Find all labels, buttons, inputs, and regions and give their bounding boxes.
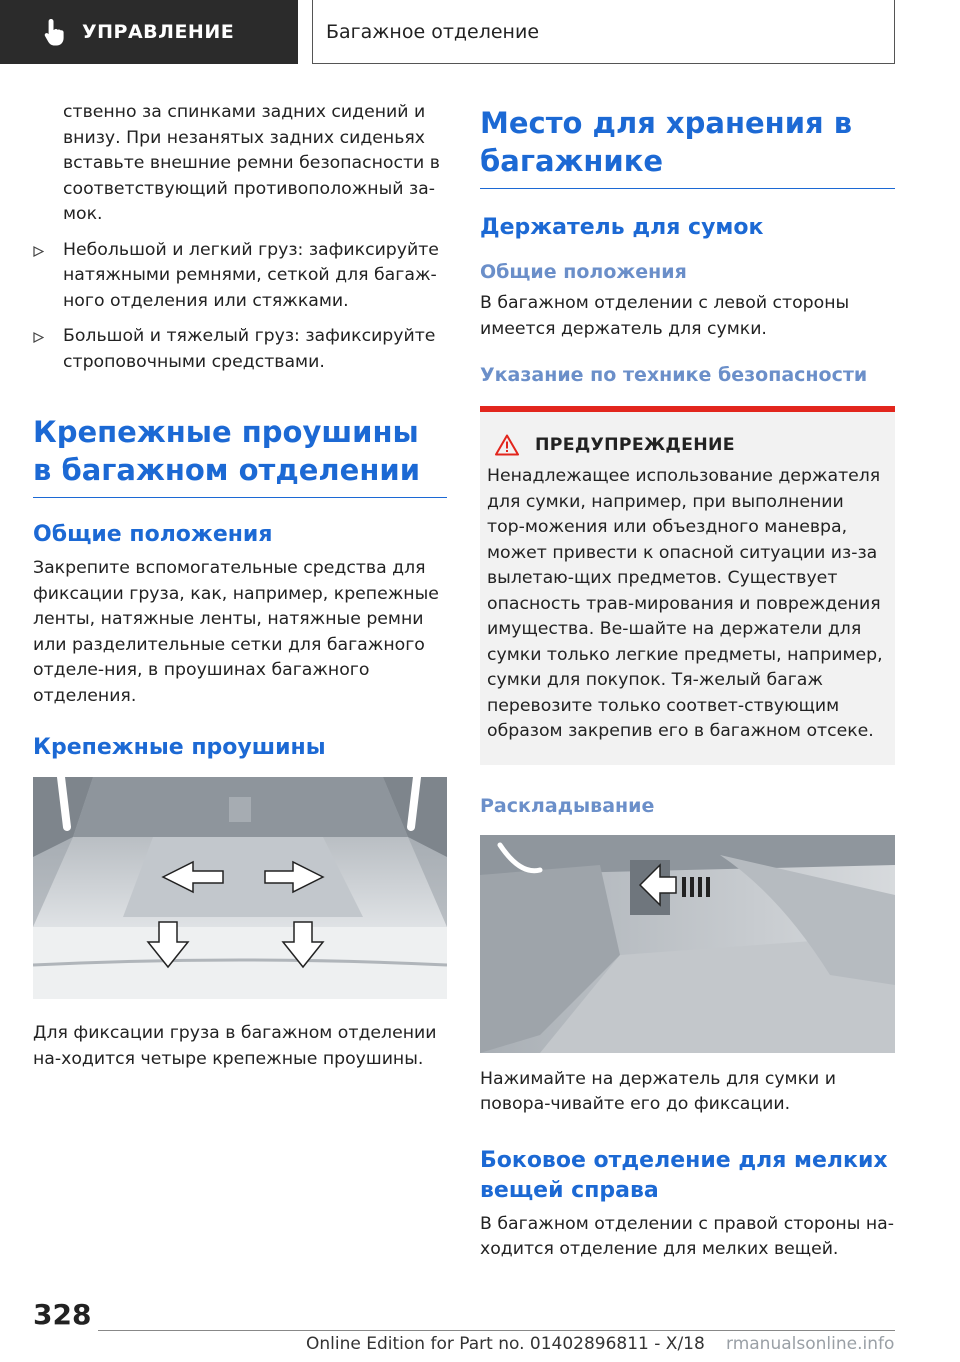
header-section-tab xyxy=(0,0,298,64)
side-compartment-text: В багажном отделении с правой стороны на-ходится отделение для мелких вещей. xyxy=(480,1213,894,1259)
intro-text: ственно за спинками задних сидений и внизу. При незанятых задних сиденьях вставьте внешние ремни безопасности в соответствующий противоположный за-мок. xyxy=(63,102,440,224)
general-text-right: В багажном отделении с левой стороны имеется держатель для сумки. xyxy=(480,293,850,339)
eyelets-text: Для фиксации груза в багажном отделении на-ходится четыре крепежные проушины. xyxy=(33,1023,437,1069)
section-heading-eyelets: Крепежные проушины в багажном отделении xyxy=(33,413,447,498)
left-column xyxy=(33,100,447,1072)
hand-pointer-icon xyxy=(42,17,68,47)
chapter-title-box xyxy=(312,0,895,64)
safety-heading: Указание по технике безопасности xyxy=(480,364,868,386)
edition-text: Online Edition for Part no. 01402896811 - X/18 xyxy=(306,1334,705,1354)
chapter-title: Багажное отделение xyxy=(326,20,540,43)
list-item xyxy=(33,238,447,315)
section-heading-storage: Место для хранения в багажнике xyxy=(480,104,895,189)
page-number: 328 xyxy=(33,1298,92,1331)
general-heading-right: Общие положения xyxy=(480,261,687,283)
warning-box xyxy=(480,406,895,765)
watermark: rmanualsonline.info xyxy=(726,1334,895,1354)
triangle-bullet-icon xyxy=(33,246,44,257)
general-heading: Общие положения xyxy=(33,522,273,547)
bag-holder-illustration xyxy=(480,835,895,1053)
footer-divider xyxy=(98,1330,895,1331)
unfold-heading: Раскладывание xyxy=(480,794,655,817)
bag-holder-heading: Держатель для сумок xyxy=(480,215,764,240)
list-item-text: Небольшой и легкий груз: зафиксируйте натяжными ремнями, сеткой для багаж-ного отделения или стяжками. xyxy=(63,239,439,311)
warning-title: ПРЕДУПРЕЖДЕНИЕ xyxy=(535,435,735,455)
warning-text: Ненадлежащее использование держателя для сумки, например, при выполнении тор-можения или объездного маневра, может привести к опасной ситуации из-за вылетаю-щих предметов. Существует опасность трав-мирования и повреждения имущества. Ве-шайте на держатели для сумки только легкие предметы, например, сумки для покупок. Тя-желый багаж перевозите только соответ-ствующим образом закрепив его в багажном отсеке. xyxy=(487,466,883,741)
right-column xyxy=(480,104,895,1263)
warning-triangle-icon xyxy=(495,434,519,456)
bag-holder-photo xyxy=(480,835,895,1053)
trunk-photo xyxy=(33,777,447,999)
section-title: УПРАВЛЕНИЕ xyxy=(82,21,235,43)
triangle-bullet-icon xyxy=(33,332,44,343)
unfold-text: Нажимайте на держатель для сумки и повора-чивайте его до фиксации. xyxy=(480,1068,836,1114)
side-compartment-heading: Боковое отделение для мелких вещей справа xyxy=(480,1147,888,1203)
trunk-eyelets-illustration xyxy=(33,777,447,999)
general-text: Закрепите вспомогательные средства для фиксации груза, как, например, крепежные ленты, натяжные ленты, натяжные ремни или разделительные сетки для багажного отделе-ния, в проушинах багажного отделения. xyxy=(33,558,439,706)
eyelets-heading: Крепежные проушины xyxy=(33,735,326,760)
list-item-text: Большой и тяжелый груз: зафиксируйте строповочными средствами. xyxy=(63,326,436,372)
list-item xyxy=(33,324,447,375)
